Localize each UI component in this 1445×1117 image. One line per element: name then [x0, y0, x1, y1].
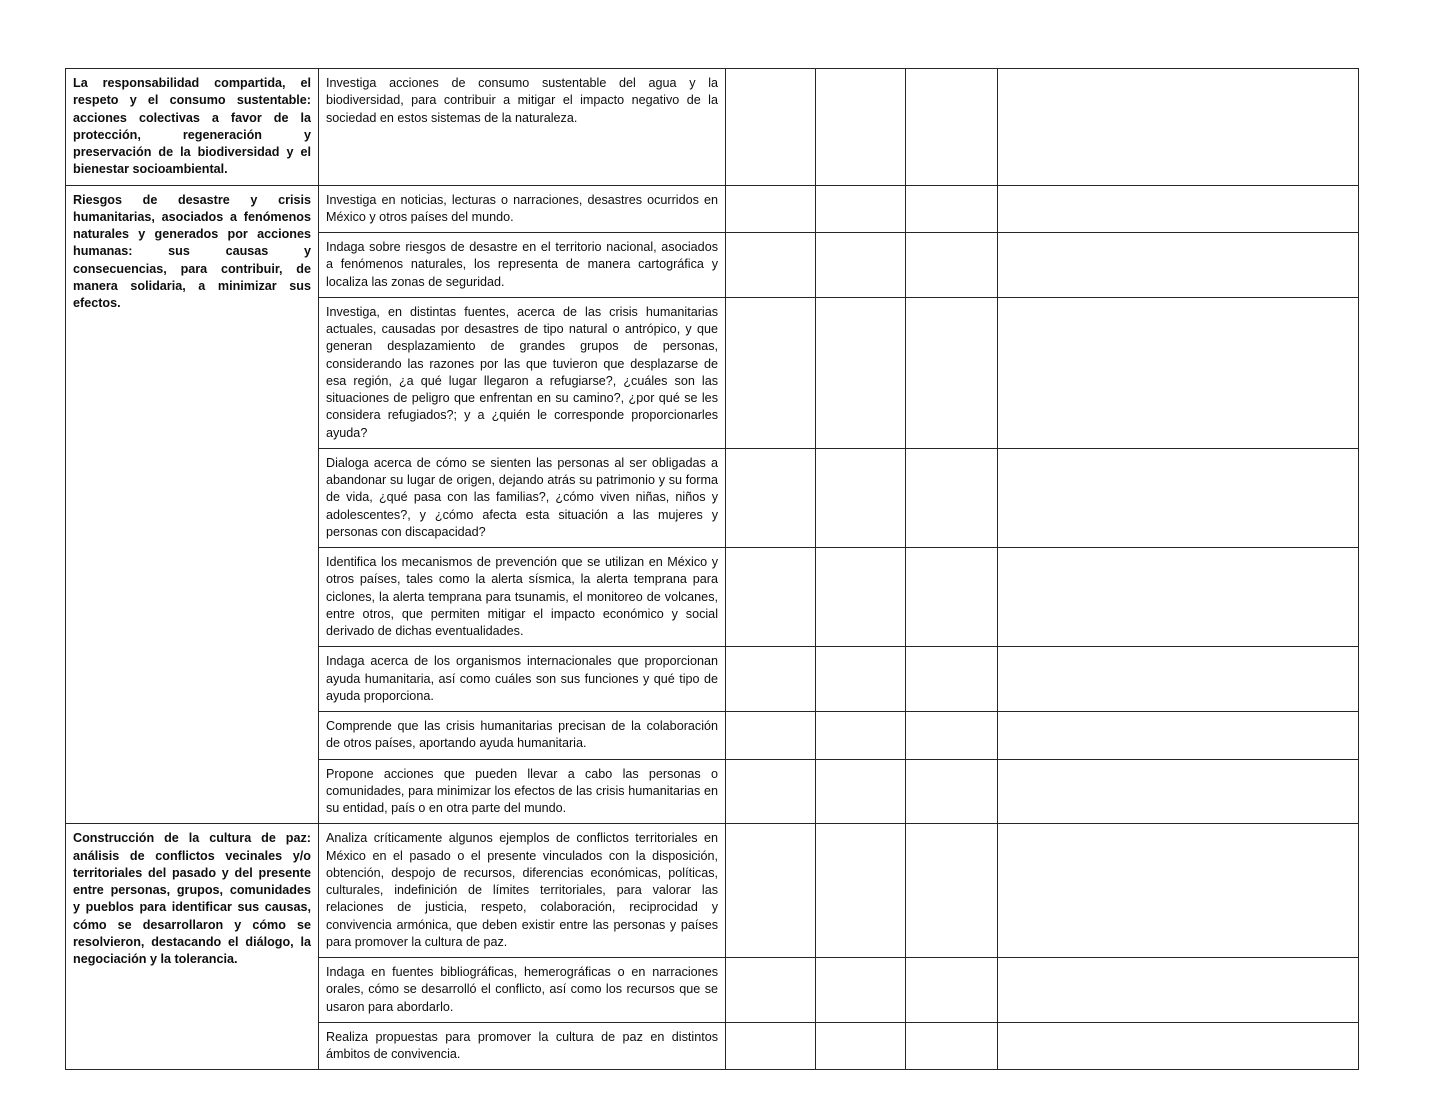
mark-cell-b[interactable] — [816, 824, 906, 958]
indicator-cell — [319, 233, 726, 298]
mark-cell-c[interactable] — [906, 759, 998, 824]
mark-cell-b[interactable] — [816, 233, 906, 298]
content-cell-cultura-de-paz — [66, 824, 319, 1070]
indicator-text: Comprende que las crisis humanitarias precisan de la colaboración de otros países, aportando ayuda humanitaria. — [326, 719, 718, 751]
indicator-text: Analiza críticamente algunos ejemplos de conflictos territoriales en México en el pasado o el presente vinculados con la disposición, obtención, despojo de recursos, diferencias económicas, políticas, culturales, indefinición de límites territoriales, para valorar las relaciones de justicia, respeto, colaboración, reciprocidad y convivencia armónica, que deben existir entre las personas y países para promover la cultura de paz. — [326, 831, 718, 949]
mark-cell-c[interactable] — [906, 1022, 998, 1070]
mark-cell-a[interactable] — [726, 1022, 816, 1070]
mark-cell-b[interactable] — [816, 1022, 906, 1070]
indicator-text: Dialoga acerca de cómo se sienten las personas al ser obligadas a abandonar su lugar de origen, dejando atrás su patrimonio y su forma de vida, ¿qué pasa con las familias?, ¿cómo viven niñas, niños y adolescentes?, y ¿cómo afecta esta situación a las mujeres y personas con discapacidad? — [326, 455, 718, 539]
mark-cell-b[interactable] — [816, 185, 906, 233]
indicator-text: Realiza propuestas para promover la cultura de paz en distintos ámbitos de convivencia. — [326, 1029, 718, 1061]
indicator-cell — [319, 448, 726, 547]
observations-cell[interactable] — [998, 1022, 1359, 1070]
observations-cell[interactable] — [998, 712, 1359, 760]
mark-cell-c[interactable] — [906, 712, 998, 760]
mark-cell-a[interactable] — [726, 958, 816, 1023]
mark-cell-b[interactable] — [816, 647, 906, 712]
mark-cell-c[interactable] — [906, 824, 998, 958]
indicator-text: Propone acciones que pueden llevar a cabo las personas o comunidades, para minimizar los efectos de las crisis humanitarias en su entidad, país o en otra parte del mundo. — [326, 766, 718, 815]
indicator-cell — [319, 69, 726, 186]
indicator-cell — [319, 297, 726, 448]
observations-cell[interactable] — [998, 448, 1359, 547]
observations-cell[interactable] — [998, 548, 1359, 647]
indicator-cell — [319, 548, 726, 647]
mark-cell-a[interactable] — [726, 69, 816, 186]
observations-cell[interactable] — [998, 824, 1359, 958]
observations-cell[interactable] — [998, 958, 1359, 1023]
mark-cell-b[interactable] — [816, 448, 906, 547]
mark-cell-b[interactable] — [816, 69, 906, 186]
indicator-text: Identifica los mecanismos de prevención que se utilizan en México y otros países, tales como la alerta sísmica, la alerta temprana para ciclones, la alerta temprana para tsunamis, el monitoreo de volcanes, entre otros, que permiten mitigar el impacto económico y social derivado de dichas eventualidades. — [326, 555, 718, 638]
content-cell-riesgos — [66, 185, 319, 824]
mark-cell-c[interactable] — [906, 185, 998, 233]
mark-cell-a[interactable] — [726, 824, 816, 958]
mark-cell-c[interactable] — [906, 233, 998, 298]
indicator-cell — [319, 185, 726, 233]
mark-cell-b[interactable] — [816, 958, 906, 1023]
indicator-cell — [319, 958, 726, 1023]
mark-cell-b[interactable] — [816, 297, 906, 448]
mark-cell-a[interactable] — [726, 448, 816, 547]
indicator-text: Indaga sobre riesgos de desastre en el territorio nacional, asociados a fenómenos naturales, los representa de manera cartográfica y localiza las zonas de seguridad. — [326, 240, 718, 289]
mark-cell-c[interactable] — [906, 448, 998, 547]
observations-cell[interactable] — [998, 759, 1359, 824]
indicator-text: Investiga acciones de consumo sustentable del agua y la biodiversidad, para contribuir a mitigar el impacto negativo de la sociedad en estos sistemas de la naturaleza. — [326, 76, 718, 125]
mark-cell-a[interactable] — [726, 548, 816, 647]
table-row — [66, 69, 1359, 186]
mark-cell-c[interactable] — [906, 647, 998, 712]
mark-cell-a[interactable] — [726, 647, 816, 712]
table-row — [66, 824, 1359, 958]
indicator-cell — [319, 824, 726, 958]
indicator-cell — [319, 712, 726, 760]
indicator-text: Investiga, en distintas fuentes, acerca de las crisis humanitarias actuales, causadas por desastres de tipo natural o antrópico, y que generan desplazamiento de grandes grupos de personas, considerando las razones por las que tuvieron que desplazarse de esa región, ¿a qué lugar llegaron a refugiarse?, ¿cuáles son las situaciones de peligro que enfrentan en su camino?, ¿por qué se les considera refugiados?; y a ¿quién le corresponde proporcionarles ayuda? — [326, 304, 718, 440]
mark-cell-b[interactable] — [816, 712, 906, 760]
mark-cell-a[interactable] — [726, 297, 816, 448]
observations-cell[interactable] — [998, 185, 1359, 233]
observations-cell[interactable] — [998, 647, 1359, 712]
mark-cell-a[interactable] — [726, 712, 816, 760]
table-row — [66, 185, 1359, 233]
mark-cell-c[interactable] — [906, 297, 998, 448]
observations-cell[interactable] — [998, 297, 1359, 448]
observations-cell[interactable] — [998, 233, 1359, 298]
assessment-matrix-table — [65, 68, 1359, 1070]
content-cell-responsabilidad — [66, 69, 319, 186]
indicator-cell — [319, 647, 726, 712]
indicator-text: Indaga acerca de los organismos internacionales que proporcionan ayuda humanitaria, así como cuáles son sus funciones y qué tipo de ayuda proporciona. — [326, 654, 718, 703]
indicator-cell — [319, 759, 726, 824]
indicator-text: Indaga en fuentes bibliográficas, hemerográficas o en narraciones orales, cómo se desarrolló el conflicto, así como los recursos que se usaron para abordarlo. — [326, 965, 718, 1014]
content-text: Riesgos de desastre y crisis humanitarias, asociados a fenómenos naturales y generados por acciones humanas: sus causas y consecuencias, para contribuir, de manera solidaria, a minimizar sus efectos. — [73, 192, 311, 310]
mark-cell-a[interactable] — [726, 759, 816, 824]
mark-cell-c[interactable] — [906, 69, 998, 186]
mark-cell-c[interactable] — [906, 548, 998, 647]
mark-cell-b[interactable] — [816, 548, 906, 647]
observations-cell[interactable] — [998, 69, 1359, 186]
content-text: La responsabilidad compartida, el respeto y el consumo sustentable: acciones colectivas a favor de la protección, regeneración y preservación de la biodiversidad y el bienestar socioambiental. — [73, 76, 311, 177]
mark-cell-c[interactable] — [906, 958, 998, 1023]
indicator-cell — [319, 1022, 726, 1070]
content-text: Construcción de la cultura de paz: análisis de conflictos vecinales y/o territoriales del pasado y del presente entre personas, grupos, comunidades y pueblos para identificar sus causas, cómo se desarrollaron y cómo se resolvieron, destacando el diálogo, la negociación y la tolerancia. — [73, 831, 311, 966]
mark-cell-a[interactable] — [726, 233, 816, 298]
mark-cell-b[interactable] — [816, 759, 906, 824]
mark-cell-a[interactable] — [726, 185, 816, 233]
indicator-text: Investiga en noticias, lecturas o narraciones, desastres ocurridos en México y otros países del mundo. — [326, 192, 718, 224]
matrix-body — [66, 69, 1359, 1070]
